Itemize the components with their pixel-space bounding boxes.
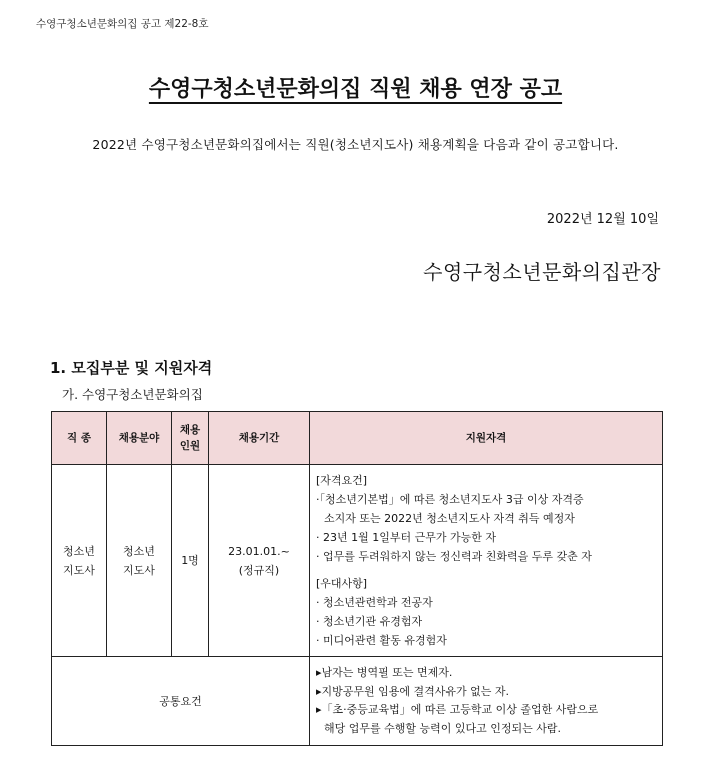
cell-qualification xyxy=(310,465,663,657)
header-qualification: 지원자격 xyxy=(310,412,663,465)
notice-number: 수영구청소년문화의집 공고 제22-8호 xyxy=(36,18,209,30)
qualification-item: ·「청소년기본법」에 따른 청소년지도사 3급 이상 자격증 xyxy=(316,493,584,506)
intro-paragraph: 2022년 수영구청소년문화의집에서는 직원(청소년지도사) 채용계획을 다음과 같이 공고합니다. xyxy=(92,137,619,152)
qualification-heading: [자격요건] xyxy=(316,474,368,487)
document-title xyxy=(0,72,711,103)
cell-common-requirements xyxy=(310,657,663,746)
header-field: 채용분야 xyxy=(107,412,172,465)
common-item: ▸남자는 병역필 또는 면제자. xyxy=(316,666,453,679)
document-title-text: 수영구청소년문화의집 직원 채용 연장 공고 xyxy=(148,77,563,102)
header-period: 채용기간 xyxy=(209,412,310,465)
preference-heading: [우대사항] xyxy=(316,577,368,590)
cell-common-label: 공통요건 xyxy=(52,657,310,746)
common-item: ▸지방공무원 임용에 결격사유가 없는 자. xyxy=(316,684,510,698)
header-count-line1: 채용 xyxy=(179,424,201,436)
qualification-item: · 업무를 두려워하지 않는 정신력과 친화력을 두루 갖춘 자 xyxy=(316,550,592,563)
table-row xyxy=(52,465,663,657)
recruitment-table xyxy=(51,411,663,746)
cell-period-line1: 23.01.01.~ xyxy=(228,544,290,558)
common-item: 해당 업무를 수행할 능력이 있다고 인정되는 사람. xyxy=(324,721,561,735)
spacer xyxy=(316,566,656,574)
table-header-row xyxy=(52,412,663,465)
cell-field-line2: 지도사 xyxy=(123,563,155,577)
section-heading-recruitment: 1. 모집부분 및 지원자격 xyxy=(50,359,213,377)
qualification-item: 소지자 또는 2022년 청소년지도사 자격 취득 예정자 xyxy=(324,512,575,525)
header-count-line2: 인원 xyxy=(179,440,201,452)
header-job: 직 종 xyxy=(52,412,107,465)
common-item: ▸「초·중등교육법」에 따른 고등학교 이상 졸업한 사람으로 xyxy=(316,703,599,716)
cell-job-line2: 지도사 xyxy=(63,563,95,577)
preference-item: · 미디어관련 활동 유경험자 xyxy=(316,634,447,647)
cell-job xyxy=(52,465,107,657)
qualification-item: · 23년 1월 1일부터 근무가 가능한 자 xyxy=(316,531,496,544)
preference-item: · 청소년기관 유경험자 xyxy=(316,615,423,628)
header-count xyxy=(172,412,209,465)
cell-field-line1: 청소년 xyxy=(123,544,155,558)
cell-job-line1: 청소년 xyxy=(63,544,95,558)
cell-field xyxy=(107,465,172,657)
notice-date: 2022년 12월 10일 xyxy=(546,212,659,227)
subsection-heading-center: 가. 수영구청소년문화의집 xyxy=(62,387,203,402)
issuer-name: 수영구청소년문화의집관장 xyxy=(423,260,661,284)
preference-item: · 청소년관련학과 전공자 xyxy=(316,596,433,609)
cell-count: 1명 xyxy=(172,465,209,657)
table-row-common xyxy=(52,657,663,746)
cell-period xyxy=(209,465,310,657)
cell-period-line2: (정규직) xyxy=(238,563,280,577)
